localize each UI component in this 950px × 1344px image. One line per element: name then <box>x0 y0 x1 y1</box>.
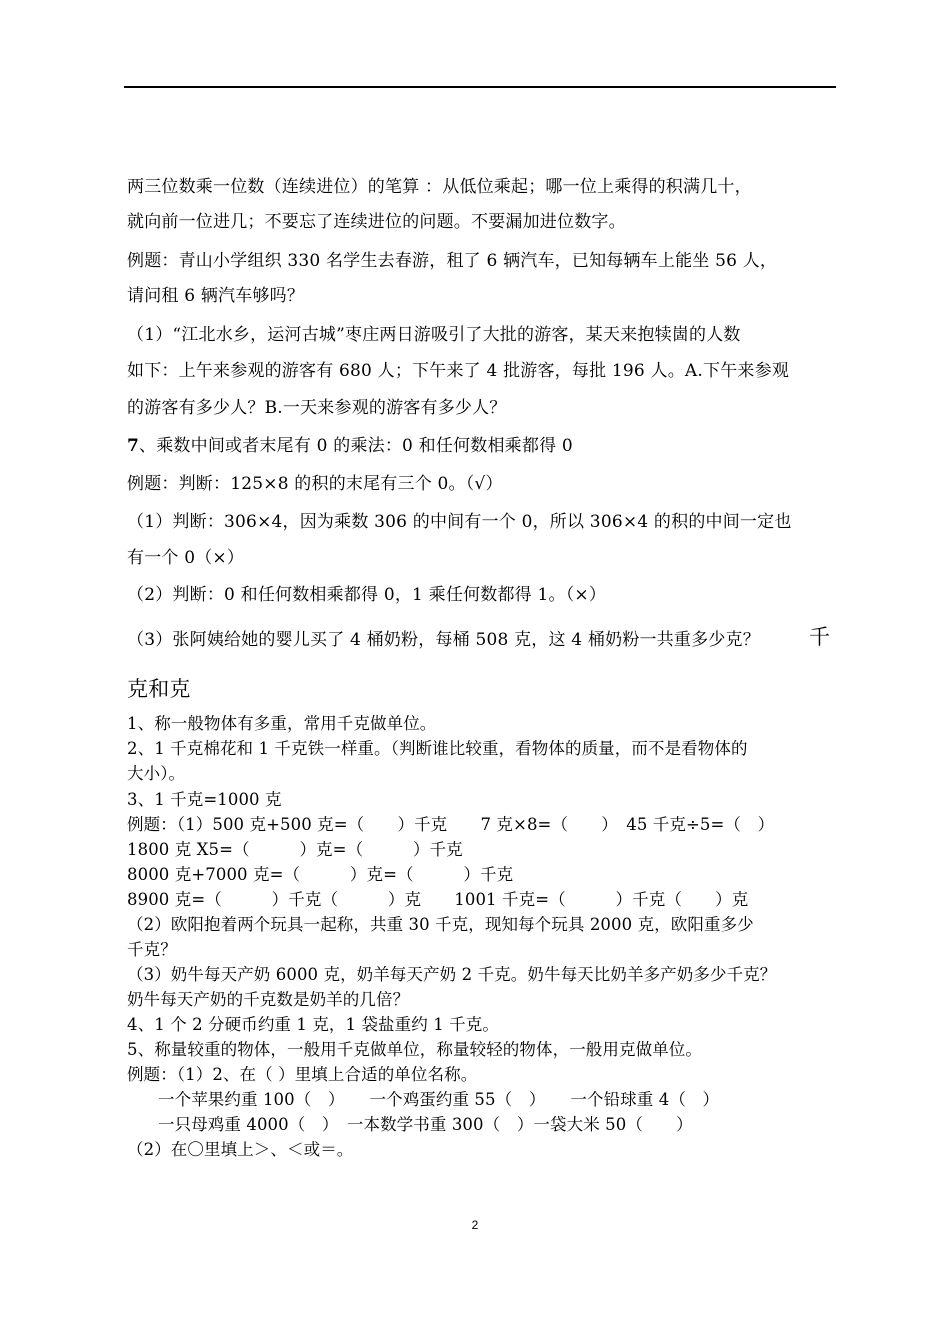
text-line: 的游客有多少人？B.一天来参观的游客有多少人？ <box>127 398 507 418</box>
text-line: 请问租 6 辆汽车够吗？ <box>127 286 305 306</box>
text-line: 4、1 个 2 分硬币约重 1 克，1 袋盐重约 1 千克。 <box>127 1015 499 1034</box>
text-line: 3、1 千克=1000 克 <box>127 790 282 809</box>
text-line: 2、1 千克棉花和 1 千克铁一样重。（判断谁比较重，看物体的质量，而不是看物体的 <box>127 739 748 758</box>
text-line: （1）判断：306×4，因为乘数 306 的中间有一个 0，所以 306×4 的积的中间一定也 <box>127 512 792 532</box>
text-line: （3）张阿姨给她的婴儿买了 4 桶奶粉，每桶 508 克，这 4 桶奶粉一共重多少克？ <box>127 630 760 650</box>
text-line: （2）判断：0 和任何数相乘都得 0，1 乘任何数都得 1。（×） <box>127 585 607 605</box>
section-number: 7 <box>127 436 140 456</box>
text-line: 8000 克+7000 克=（ ）克=（ ）千克 <box>127 865 514 884</box>
text-line: 1、称一般物体有多重，常用千克做单位。 <box>127 714 437 733</box>
text-line: 5、称量较重的物体，一般用千克做单位，称量较轻的物体，一般用克做单位。 <box>127 1040 702 1059</box>
text-fragment: 千 <box>809 625 831 649</box>
text-line: （2）在〇里填上＞、＜或＝。 <box>127 1140 354 1159</box>
text-line: 奶牛每天产奶的千克数是奶羊的几倍？ <box>127 990 410 1009</box>
text-line: 大小）。 <box>127 764 186 783</box>
text-line: 有一个 0（×） <box>127 548 245 568</box>
text-line: 例题：（1）500 克+500 克=（ ）千克 7 克×8=（ ） 45 千克÷5=（ ） <box>127 815 775 834</box>
text-line: （3）奶牛每天产奶 6000 克，奶羊每天产奶 2 千克。奶牛每天比奶羊多产奶多少千克？ <box>127 965 777 984</box>
text-line: 两三位数乘一位数（连续进位）的笔算 ：从低位乘起；哪一位上乘得的积满几十， <box>127 177 752 197</box>
header-rule <box>124 86 836 88</box>
text-line: 就向前一位进几；不要忘了连续进位的问题。不要漏加进位数字。 <box>127 212 626 232</box>
text-line: （2）欧阳抱着两个玩具一起称，共重 30 千克，现知每个玩具 2000 克，欧阳重多少 <box>127 915 754 934</box>
text-line: 一只母鸡重 4000（ ） 一本数学书重 300（ ）一袋大米 50（ ） <box>158 1115 693 1134</box>
subsection-title: 克和克 <box>127 677 191 701</box>
text-line: 千克？ <box>127 940 177 959</box>
text-line: 如下：上午来参观的游客有 680 人；下午来了 4 批游客，每批 196 人。A.下午来参观 <box>127 361 790 381</box>
text-line: （1）“江北水乡，运河古城”枣庄两日游吸引了大批的游客，某天来抱犊崮的人数 <box>127 325 741 345</box>
text-line: 例题：（1）2、在（ ）里填上合适的单位名称。 <box>127 1065 478 1084</box>
text-line: 1800 克 X5=（ ）克=（ ）千克 <box>127 840 463 859</box>
text-line: 一个苹果约重 100（ ） 一个鸡蛋约重 55（ ） 一个铅球重 4（ ） <box>158 1090 720 1109</box>
text-line: 8900 克=（ ）千克（ ）克 1001 千克=（ ）千克（ ）克 <box>127 890 749 909</box>
section-heading <box>127 434 573 458</box>
page-number: 2 <box>471 1218 479 1232</box>
text-line: 例题：判断：125×8 的积的末尾有三个 0。（√） <box>127 474 503 494</box>
text-line: 例题：青山小学组织 330 名学生去春游，租了 6 辆汽车，已知每辆车上能坐 56 人， <box>127 251 778 271</box>
section-title: 、乘数中间或者末尾有 0 的乘法：0 和任何数相乘都得 0 <box>139 436 573 456</box>
